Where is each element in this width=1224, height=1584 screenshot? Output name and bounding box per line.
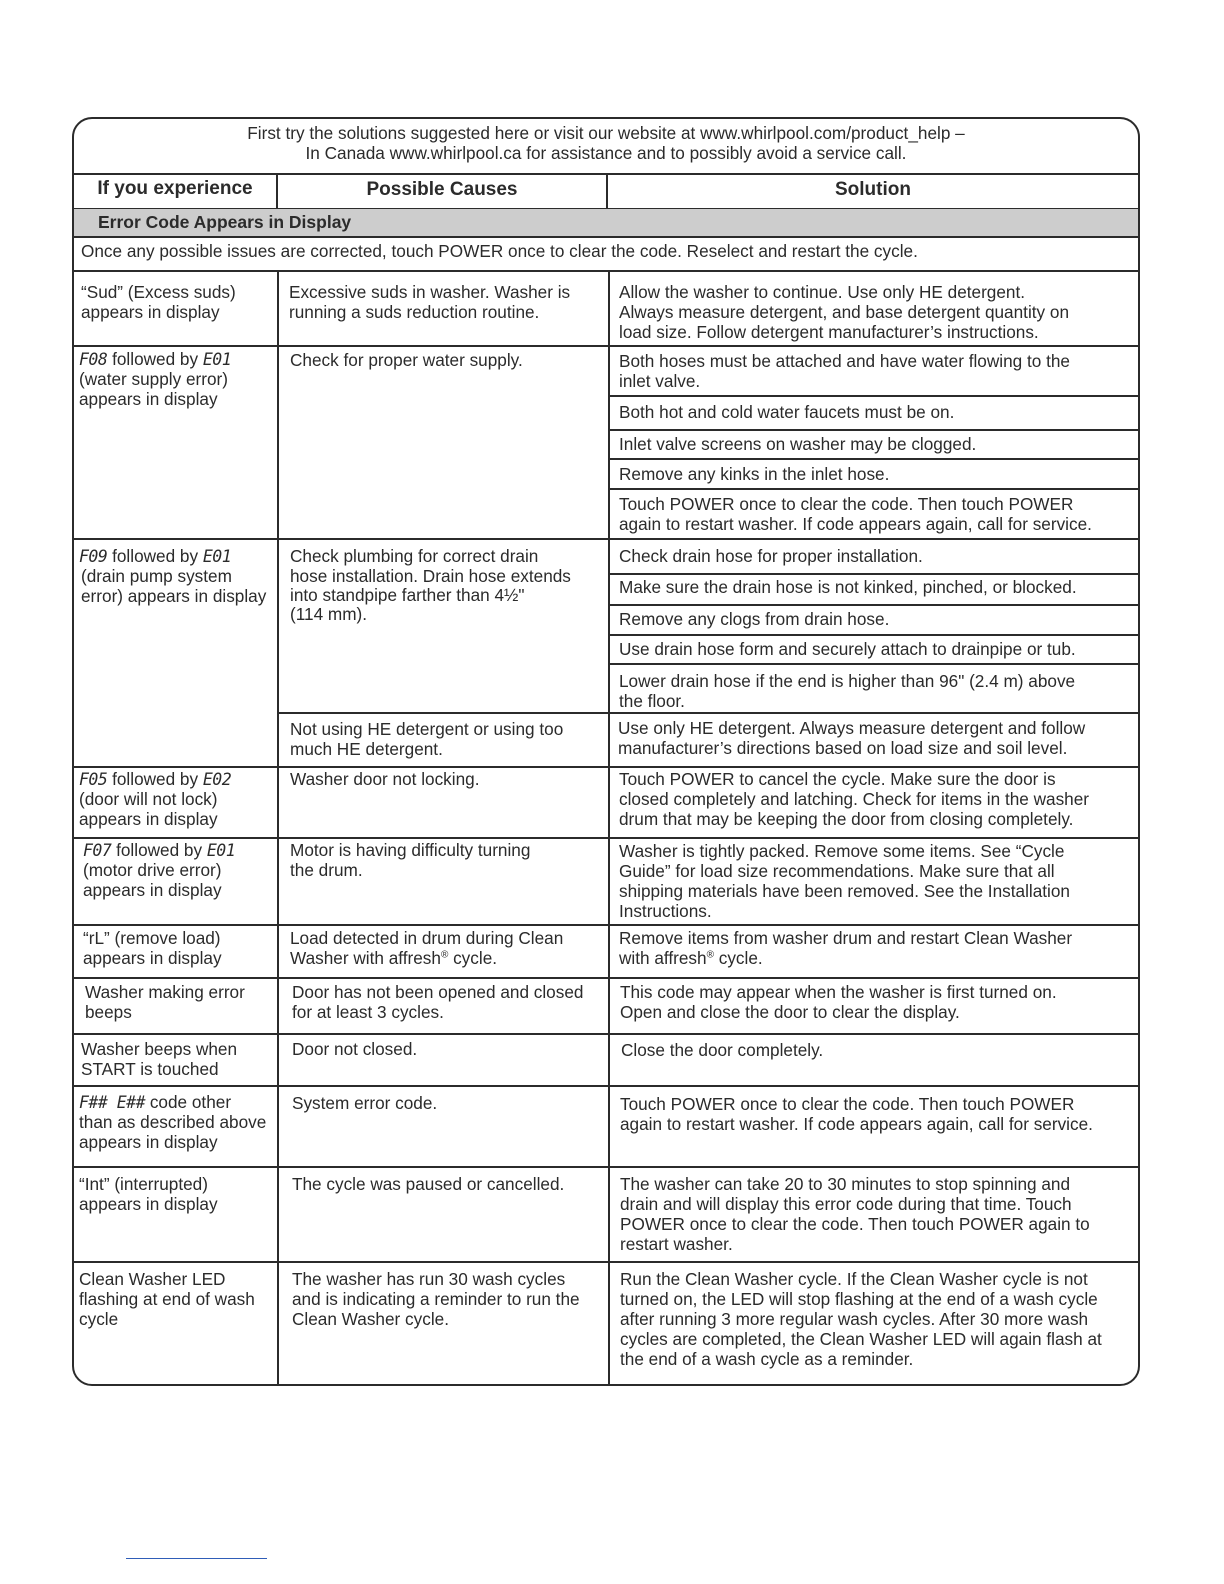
solution-text: Make sure the drain hose is not kinked, pinched, or blocked.	[619, 577, 1077, 597]
exp-text: appears in display	[79, 389, 218, 409]
solution-text: again to restart washer. If code appears again, call for service.	[620, 1114, 1093, 1134]
exp-text: appears in display	[79, 1194, 218, 1214]
rule	[608, 604, 1138, 606]
cause-text: Door not closed.	[292, 1039, 418, 1059]
solution-text: again to restart washer. If code appears again, call for service.	[619, 514, 1092, 534]
solution-text: Lower drain hose if the end is higher than 96" (2.4 m) above	[619, 671, 1076, 691]
exp-text: (motor drive error)	[83, 860, 222, 880]
rule	[74, 538, 1138, 540]
error-code-e01: E01	[202, 350, 232, 369]
solution-text: Open and close the door to clear the display.	[620, 1002, 960, 1022]
exp-text: (water supply error)	[79, 369, 228, 389]
exp-text-part: code other	[145, 1092, 232, 1112]
troubleshooting-table	[72, 117, 1140, 1386]
intro-line-1: First try the solutions suggested here or visit our website at www.whirlpool.com/product_help –	[247, 123, 965, 143]
cause-text: Excessive suds in washer. Washer is	[289, 282, 571, 302]
rule	[608, 573, 1138, 575]
solution-text: cycles are completed, the Clean Washer LED will again flash at	[620, 1329, 1102, 1349]
exp-text	[79, 770, 231, 790]
exp-text: Washer beeps when	[81, 1039, 238, 1059]
solution-text: shipping materials have been removed. See the Installation	[619, 881, 1070, 901]
cause-text: Not using HE detergent or using too	[290, 719, 564, 739]
cause-text: Check plumbing for correct drain	[290, 546, 539, 566]
error-code-f09: F09	[79, 547, 108, 566]
rule	[74, 1085, 1138, 1087]
rule	[608, 488, 1138, 490]
exp-text	[79, 1093, 231, 1113]
cause-text: Check for proper water supply.	[290, 350, 523, 370]
rule	[608, 458, 1138, 460]
solution-text: Use drain hose form and securely attach to drainpipe or tub.	[619, 639, 1076, 659]
cause-text: (114 mm).	[290, 604, 368, 624]
intro-line-2: In Canada www.whirlpool.ca for assistance and to possibly avoid a service call.	[305, 143, 907, 163]
solution-text: closed completely and latching. Check for items in the washer	[619, 789, 1090, 809]
solution-text-part: with affresh	[619, 948, 707, 968]
solution-text: Close the door completely.	[621, 1040, 824, 1060]
error-code-f07: F07	[83, 841, 112, 860]
solution-text: drain and will display this error code during that time. Touch	[620, 1194, 1072, 1214]
solution-text: Remove any kinks in the inlet hose.	[619, 464, 890, 484]
exp-text: appears in display	[79, 809, 218, 829]
exp-text: START is touched	[81, 1059, 219, 1079]
rule	[608, 634, 1138, 636]
cause-text-part: Washer with affresh	[290, 948, 441, 968]
solution-text: turned on, the LED will stop flashing at the end of a wash cycle	[620, 1289, 1098, 1309]
exp-text: appears in display	[83, 880, 222, 900]
cause-text: The washer has run 30 wash cycles	[292, 1269, 566, 1289]
solution-text: after running 3 more regular wash cycles. After 30 more wash	[620, 1309, 1089, 1329]
followed-by: followed by	[112, 769, 199, 789]
cause-text: and is indicating a reminder to run the	[292, 1289, 580, 1309]
solution-text: Washer is tightly packed. Remove some items. See “Cycle	[619, 841, 1065, 861]
solution-text: manufacturer’s directions based on load size and soil level.	[618, 738, 1068, 758]
rule	[74, 837, 1138, 839]
registered-mark: ®	[706, 949, 714, 961]
rule	[74, 236, 1138, 238]
followed-by: followed by	[112, 349, 199, 369]
solution-text: Both hoses must be attached and have water flowing to the	[619, 351, 1070, 371]
solution-text: POWER once to clear the code. Then touch POWER again to	[620, 1214, 1090, 1234]
error-code-e02: E02	[202, 770, 232, 789]
solution-text: restart washer.	[620, 1234, 733, 1254]
solution-text: Allow the washer to continue. Use only HE detergent.	[619, 282, 1026, 302]
exp-text: (door will not lock)	[79, 789, 218, 809]
header-solution: Solution	[835, 179, 911, 200]
cause-text	[290, 949, 497, 969]
solution-text: Both hot and cold water faucets must be on.	[619, 402, 955, 422]
cause-text: Door has not been opened and closed	[292, 982, 584, 1002]
solution-text: Touch POWER once to clear the code. Then touch POWER	[620, 1094, 1075, 1114]
solution-text: Instructions.	[619, 901, 712, 921]
cause-text: Washer door not locking.	[290, 769, 480, 789]
exp-text: (drain pump system	[81, 566, 232, 586]
solution-text: Always measure detergent, and base detergent quantity on	[619, 302, 1070, 322]
header-if-you-experience: If you experience	[97, 178, 253, 199]
solution-text: Remove any clogs from drain hose.	[619, 609, 890, 629]
rule	[74, 1261, 1138, 1263]
error-code-e01: E01	[206, 841, 236, 860]
error-code-f05: F05	[79, 770, 108, 789]
solution-text: the end of a wash cycle as a reminder.	[620, 1349, 914, 1369]
exp-text: cycle	[79, 1309, 119, 1329]
rule	[608, 663, 1138, 665]
followed-by: followed by	[116, 840, 203, 860]
exp-text: “Sud” (Excess suds)	[81, 282, 236, 302]
solution-text: Use only HE detergent. Always measure detergent and follow	[618, 718, 1086, 738]
solution-text: the floor.	[619, 691, 685, 711]
rule	[608, 395, 1138, 397]
section-title: Error Code Appears in Display	[98, 212, 352, 232]
rule	[74, 977, 1138, 979]
cause-text-part: cycle.	[448, 948, 498, 968]
exp-text	[83, 841, 235, 861]
cause-text: Load detected in drum during Clean	[290, 928, 564, 948]
solution-text: Guide” for load size recommendations. Make sure that all	[619, 861, 1055, 881]
solution-text: This code may appear when the washer is first turned on.	[620, 982, 1057, 1002]
cause-text: running a suds reduction routine.	[289, 302, 540, 322]
rule	[74, 1166, 1138, 1168]
rule	[74, 924, 1138, 926]
rule	[74, 1033, 1138, 1035]
registered-mark: ®	[440, 949, 449, 961]
rule	[277, 712, 1138, 714]
solution-text: Touch POWER once to clear the code. Then touch POWER	[619, 494, 1074, 514]
cause-text: much HE detergent.	[290, 739, 443, 759]
footnote-rule	[126, 1558, 267, 1559]
solution-text: drum that may be keeping the door from closing completely.	[619, 809, 1074, 829]
exp-text: flashing at end of wash	[79, 1289, 255, 1309]
exp-text: Clean Washer LED	[79, 1269, 226, 1289]
error-code-e01: E01	[202, 547, 232, 566]
cause-text: Clean Washer cycle.	[292, 1309, 449, 1329]
header-possible-causes: Possible Causes	[366, 179, 518, 200]
exp-text: appears in display	[83, 948, 222, 968]
solution-text: Check drain hose for proper installation.	[619, 546, 923, 566]
solution-text: Touch POWER to cancel the cycle. Make sure the door is	[619, 769, 1056, 789]
rule	[74, 766, 1138, 768]
rule	[74, 270, 1138, 272]
solution-text: load size. Follow detergent manufacturer’s instructions.	[619, 322, 1039, 342]
cause-text: Motor is having difficulty turning	[290, 840, 531, 860]
section-note: Once any possible issues are corrected, touch POWER once to clear the code. Reselect and restart the cycle.	[81, 241, 918, 261]
cause-text: The cycle was paused or cancelled.	[292, 1174, 565, 1194]
col-rule	[277, 270, 279, 1386]
cause-text: hose installation. Drain hose extends	[290, 566, 571, 586]
exp-text: error) appears in display	[81, 586, 267, 606]
error-code-f-e: F## E##	[79, 1093, 146, 1112]
solution-text: Inlet valve screens on washer may be clogged.	[619, 434, 977, 454]
solution-text: The washer can take 20 to 30 minutes to stop spinning and	[620, 1174, 1071, 1194]
rule	[608, 429, 1138, 431]
exp-text: beeps	[85, 1002, 132, 1022]
solution-text-part: cycle.	[713, 948, 763, 968]
exp-text: appears in display	[79, 1132, 218, 1152]
exp-text: Washer making error	[85, 982, 245, 1002]
exp-text: appears in display	[81, 302, 220, 322]
exp-text	[79, 547, 231, 567]
cause-text: into standpipe farther than 4½"	[290, 585, 525, 605]
cause-text: System error code.	[292, 1093, 438, 1113]
exp-text: “Int” (interrupted)	[79, 1174, 208, 1194]
solution-text: Run the Clean Washer cycle. If the Clean Washer cycle is not	[620, 1269, 1088, 1289]
exp-text	[79, 350, 231, 370]
followed-by: followed by	[112, 546, 199, 566]
exp-text: than as described above	[79, 1112, 267, 1132]
exp-text: “rL” (remove load)	[83, 928, 221, 948]
solution-text: Remove items from washer drum and restart Clean Washer	[619, 928, 1073, 948]
cause-text: for at least 3 cycles.	[292, 1002, 444, 1022]
solution-text	[619, 949, 763, 969]
cause-text: the drum.	[290, 860, 363, 880]
solution-text: inlet valve.	[619, 371, 701, 391]
error-code-f08: F08	[79, 350, 108, 369]
col-rule	[608, 270, 610, 1386]
rule	[74, 345, 1138, 347]
